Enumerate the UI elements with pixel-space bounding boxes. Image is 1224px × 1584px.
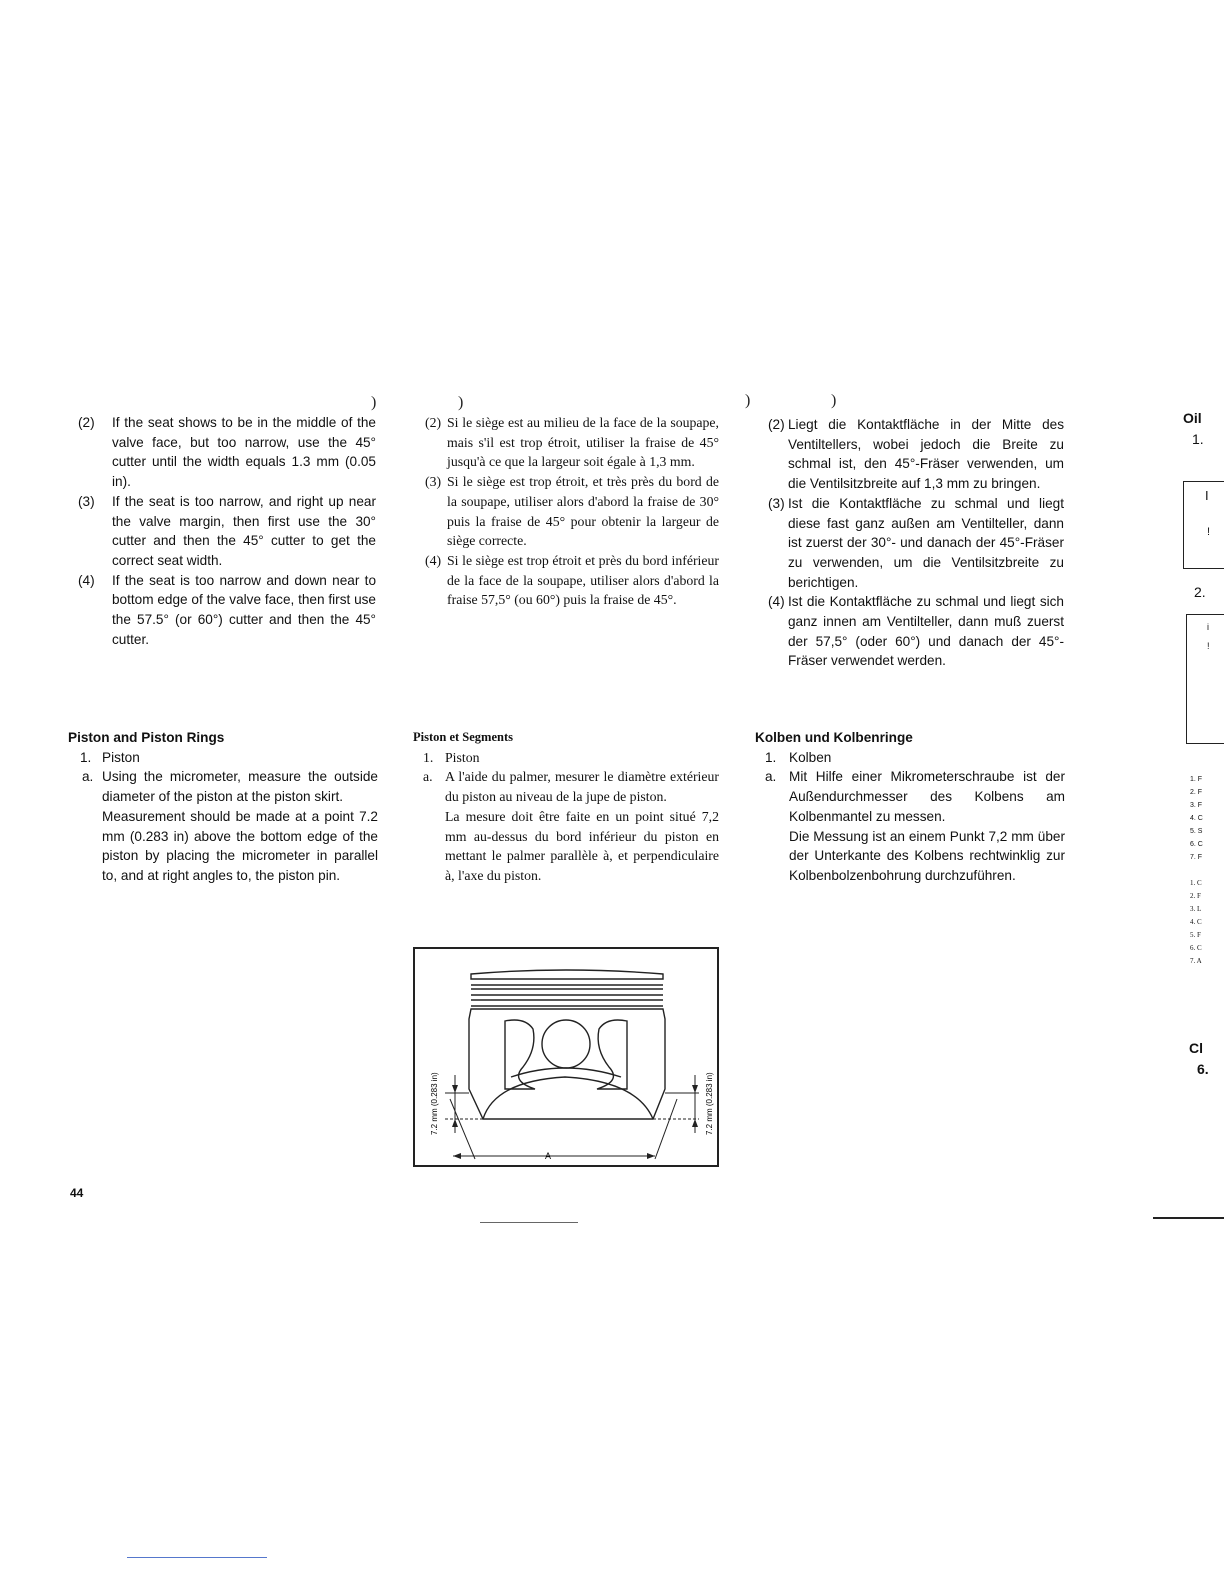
list-item: (2) Si le siège est au milieu de la face de la soupape, mais s'il est trop étroit, utiliser la fraise de 45° jusqu'à ce que la largeur soit égale à 1,3 mm. (425, 415, 719, 470)
list-item: (3) Ist die Kontaktfläche zu schmal und liegt diese fast ganz außen am Ventilteller, dann ist zuerst der 30°- und danach der 45°-Fräser zu verwenden, um die Ventilsitzbreite zu berichtigen. (768, 495, 1064, 590)
section-title: Piston and Piston Rings (68, 730, 225, 745)
list-item: 1. Piston (80, 749, 140, 765)
list-item: 1. Kolben (765, 749, 832, 765)
french-valve-steps (425, 413, 719, 610)
list-item: a. Mit Hilfe einer Mikrometerschraube ist der Außendurchmesser des Kolbens am Kolbenmantel zu messen. (765, 769, 1065, 824)
list-item: a. Using the micrometer, measure the outside diameter of the piston at the piston skirt. (82, 769, 378, 805)
list-item: (3) Si le siège est trop étroit, et très près du bord de la soupape, utiliser alors d'abord la fraise de 30° puis la fraise de 45° pour obtenir la largeur de siège correcte. (425, 474, 719, 549)
edge-box-text: ! (1207, 526, 1211, 538)
piston-measurement-figure (413, 947, 719, 1167)
note-text: La mesure doit être faite en un point situé 7,2 mm au-dessus du bord inférieur du piston en mettant le palmer parallèle à, et perpendiculaire à, l'axe du piston. (445, 808, 719, 883)
piston-crown (471, 970, 663, 979)
note-text: Die Messung ist an einem Punkt 7,2 mm über der Unterkante des Kolbens rechtwinklig zur Kolbenbolzenbohrung durchzuführen. (789, 828, 1065, 883)
piston-diagram (415, 949, 717, 1165)
edge-title-clutch: Cl (1189, 1040, 1203, 1056)
piston-pin-boss (542, 1020, 590, 1068)
note-text: Measurement should be made at a point 7.2 mm (0.283 in) above the bottom edge of the piston by placing the micrometer in parallel to, and at right angles to, the piston pin. (102, 808, 378, 883)
list-item: (4) Si le siège est trop étroit et près du bord inférieur de la face de la soupape, utiliser alors d'abord la fraise 57,5° (ou 60°) puis la fraise de 45°. (425, 552, 719, 608)
edge-title-oil: Oil (1183, 410, 1202, 426)
list-item: (4) If the seat is too narrow and down near to bottom edge of the valve face, then first use the 57.5° (or 60°) cutter and then the 45° cutter. (78, 572, 376, 647)
english-piston-section (68, 728, 378, 886)
edge-step-number: 2. (1194, 584, 1206, 600)
edge-step-number: 1. (1192, 431, 1204, 447)
dimension-left-label: 7.2 mm (0.283 in) (430, 1072, 439, 1135)
german-piston-section (755, 728, 1065, 886)
edge-box-text: I (1205, 488, 1209, 503)
edge-list: 1. C 2. F 3. L 4. C 5. F 6. C 7. A (1190, 879, 1202, 965)
scan-mark: ) (371, 394, 377, 411)
dimension-right-label: 7.2 mm (0.283 in) (705, 1072, 714, 1135)
english-valve-steps (78, 413, 376, 649)
edge-box-text: i (1207, 622, 1209, 632)
scan-mark: ) (745, 392, 751, 409)
scan-mark: ) (458, 394, 464, 411)
piston-body (469, 1009, 665, 1119)
french-piston-section (413, 728, 719, 886)
dimension-a-label: A (545, 1151, 552, 1161)
edge-box-text: ! (1207, 641, 1210, 651)
edge-box (1186, 614, 1224, 744)
list-item: (3) If the seat is too narrow, and right up near the valve margin, then first use the 30° cutter and then the 45° cutter to get the correct seat width. (78, 493, 376, 568)
divider (127, 1557, 267, 1558)
list-item: (4) Ist die Kontaktfläche zu schmal und liegt sich ganz innen am Ventilteller, dann muß zuerst der 57,5° (oder 60°) und danach der 45°-Fräser verwendet werden. (768, 594, 1064, 669)
edge-box (1183, 481, 1224, 569)
scan-mark: ) (831, 392, 837, 409)
edge-step-number: 6. (1197, 1061, 1209, 1077)
section-title: Piston et Segments (413, 730, 513, 744)
german-valve-steps (768, 415, 1064, 671)
list-item: a. A l'aide du palmer, mesurer le diamètre extérieur du piston au niveau de la jupe de piston. (423, 769, 719, 805)
edge-list: 1. F 2. F 3. F 4. C 5. S 6. C 7. F (1190, 776, 1203, 861)
section-title: Kolben und Kolbenringe (755, 730, 913, 745)
list-item: (2) Liegt die Kontaktfläche in der Mitte des Ventiltellers, wobei jedoch die Breite zu schmal ist, den 45°-Fräser verwenden, um die Ventilsitzbreite auf 1,3 mm zu bringen. (768, 417, 1064, 492)
divider (1153, 1217, 1224, 1219)
list-item: 1. Piston (423, 749, 480, 765)
page-number: 44 (70, 1186, 84, 1200)
list-item: (2) If the seat shows to be in the middle of the valve face, but too narrow, use the 45° cutter until the width equals 1.3 mm (0.05 in). (78, 415, 376, 490)
divider (480, 1222, 578, 1223)
